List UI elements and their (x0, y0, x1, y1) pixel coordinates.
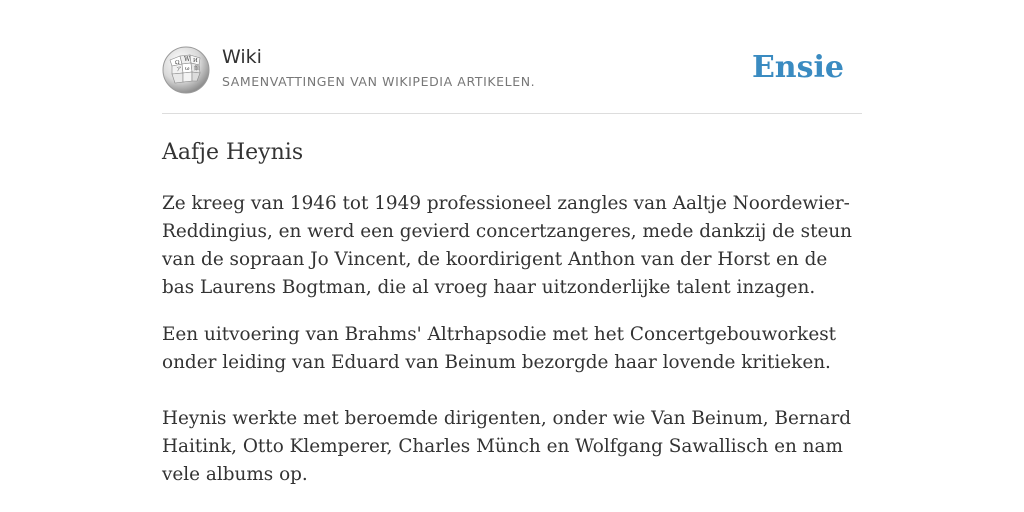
article-paragraph: Ze kreeg van 1946 tot 1949 professioneel zangles van Aaltje Noordewier-Reddingius, en werd een gevierd concertzangeres, mede dankzij de steun van de sopraan Jo Vincent, de koordirigent Anthon van der Horst en de bas Laurens Bogtman, die al vroeg haar uitzonderlijke talent inzagen. (162, 193, 853, 298)
brand-logo[interactable]: Ensie (751, 50, 844, 85)
article-title: Aafje Heynis (162, 140, 304, 165)
svg-text:維: 維 (194, 66, 200, 72)
article-paragraph: Een uitvoering van Brahms' Altrhapsodie met het Concertgebouworkest onder leiding van Eduard van Beinum bezorgde haar lovende kritieken. (162, 324, 837, 373)
site-subtitle: SAMENVATTINGEN VAN WIKIPEDIA ARTIKELEN. (222, 74, 536, 89)
svg-text:W: W (184, 56, 191, 63)
site-title[interactable]: Wiki (222, 46, 262, 68)
svg-text:Ω: Ω (175, 60, 180, 66)
site-header (162, 0, 862, 114)
page-container (162, 0, 862, 485)
svg-text:ω: ω (185, 66, 190, 72)
svg-text:И: И (193, 58, 198, 64)
wikipedia-globe-icon[interactable] (162, 46, 210, 94)
svg-text:ア: ア (176, 67, 182, 73)
article-paragraph: Heynis werkte met beroemde dirigenten, onder wie Van Beinum, Bernard Haitink, Otto Klemperer, Charles Münch en Wolfgang Sawallisch en nam vele albums op. (162, 408, 852, 485)
